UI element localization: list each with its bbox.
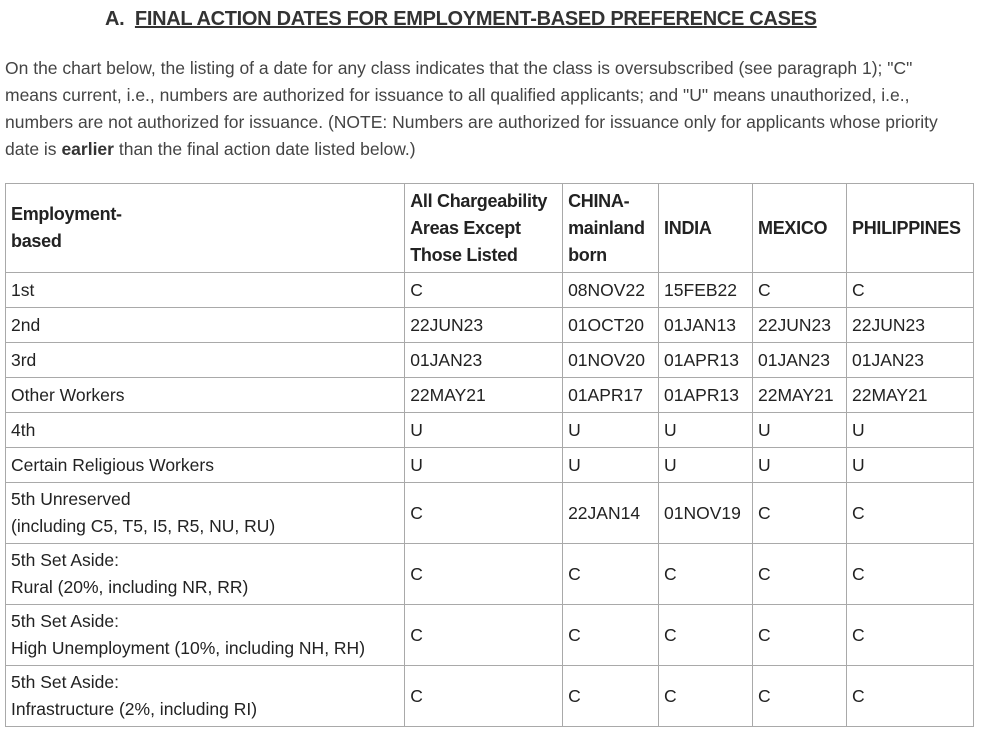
table-cell: C <box>659 605 753 666</box>
table-cell: C <box>405 605 563 666</box>
row-label <box>6 666 405 727</box>
table-cell: C <box>753 273 847 308</box>
table-cell: U <box>659 413 753 448</box>
table-cell: U <box>753 413 847 448</box>
row-label-line: High Unemployment (10%, including NH, RH) <box>11 638 366 658</box>
table-body <box>6 273 974 727</box>
table-cell: 01APR13 <box>659 378 753 413</box>
row-label <box>6 378 405 413</box>
table-cell: C <box>405 544 563 605</box>
section-heading-prefix: A. <box>105 8 125 30</box>
header-mexico <box>753 184 847 273</box>
table-cell: C <box>563 544 659 605</box>
table-cell: C <box>753 544 847 605</box>
table-cell: U <box>846 413 973 448</box>
table-cell: C <box>659 666 753 727</box>
table-cell: C <box>846 544 973 605</box>
header-india <box>659 184 753 273</box>
table-cell: U <box>846 448 973 483</box>
row-label <box>6 544 405 605</box>
table-cell: C <box>405 666 563 727</box>
table-cell: 22JAN14 <box>563 483 659 544</box>
table-cell: 01APR17 <box>563 378 659 413</box>
table-row <box>6 605 974 666</box>
table-cell: U <box>753 448 847 483</box>
table-row <box>6 666 974 727</box>
table-cell: 15FEB22 <box>659 273 753 308</box>
table-cell: 08NOV22 <box>563 273 659 308</box>
row-label <box>6 413 405 448</box>
row-label <box>6 483 405 544</box>
table-cell: 22JUN23 <box>846 308 973 343</box>
row-label <box>6 343 405 378</box>
header-line: Areas Except <box>410 217 521 238</box>
header-china <box>563 184 659 273</box>
row-label <box>6 448 405 483</box>
table-header-row <box>6 184 974 273</box>
row-label-line: 1st <box>11 279 35 300</box>
table-row <box>6 378 974 413</box>
table-cell: C <box>753 483 847 544</box>
header-line: mainland <box>568 217 645 238</box>
table-cell: 22MAY21 <box>846 378 973 413</box>
header-line: MEXICO <box>758 217 828 238</box>
table-cell: 01JAN23 <box>753 343 847 378</box>
row-label-line: Infrastructure (2%, including RI) <box>11 699 258 719</box>
row-label <box>6 308 405 343</box>
row-label-line: Certain Religious Workers <box>11 454 214 475</box>
table-cell: C <box>405 483 563 544</box>
table-cell: U <box>563 413 659 448</box>
row-label-line: 2nd <box>11 314 41 335</box>
table-row <box>6 343 974 378</box>
table-row <box>6 448 974 483</box>
header-line: INDIA <box>664 217 712 238</box>
intro-paragraph <box>5 55 965 163</box>
header-line: CHINA- <box>568 190 630 211</box>
row-label-line: Other Workers <box>11 384 125 405</box>
table-cell: C <box>563 605 659 666</box>
row-label-line: 5th Set Aside: <box>11 611 119 631</box>
table-cell: C <box>846 605 973 666</box>
table-cell: U <box>405 413 563 448</box>
section-heading-title: FINAL ACTION DATES FOR EMPLOYMENT-BASED PREFERENCE CASES <box>134 8 817 30</box>
header-all-chargeability <box>405 184 563 273</box>
table-cell: 01OCT20 <box>563 308 659 343</box>
row-label-line: (including C5, T5, I5, R5, NU, RU) <box>11 516 276 536</box>
section-heading <box>105 8 817 31</box>
table-row <box>6 544 974 605</box>
table-cell: U <box>659 448 753 483</box>
table-cell: 22MAY21 <box>753 378 847 413</box>
row-label <box>6 273 405 308</box>
row-label-line: 5th Unreserved <box>11 489 131 509</box>
table-row <box>6 483 974 544</box>
table-row <box>6 308 974 343</box>
intro-text: On the chart below, the listing of a date for any class indicates that the class is oversubscribed (see paragraph 1); "C" means current, i.e., numbers are authorized for issuance to all qualified applicants; and "U" means unauthorized, i.e., numbers are not authorized for issuance. (NOTE: Numbers are authorized for issuance only for applicants whose priority date is <box>5 58 938 159</box>
header-philippines <box>846 184 973 273</box>
table-cell: C <box>753 605 847 666</box>
final-action-dates-table <box>5 183 974 727</box>
table-cell: 01JAN13 <box>659 308 753 343</box>
table-cell: C <box>846 483 973 544</box>
row-label <box>6 605 405 666</box>
table-cell: 22JUN23 <box>753 308 847 343</box>
table-cell: C <box>563 666 659 727</box>
header-line: PHILIPPINES <box>851 217 961 238</box>
table-cell: 22MAY21 <box>405 378 563 413</box>
table-cell: 01JAN23 <box>405 343 563 378</box>
table-cell: U <box>405 448 563 483</box>
row-label-line: 4th <box>11 419 36 440</box>
header-line: born <box>568 244 607 265</box>
table-cell: C <box>405 273 563 308</box>
table-cell: C <box>753 666 847 727</box>
table-cell: 22JUN23 <box>405 308 563 343</box>
row-label-line: Rural (20%, including NR, RR) <box>11 577 249 597</box>
table-cell: 01NOV20 <box>563 343 659 378</box>
table-cell: C <box>846 666 973 727</box>
table-cell: 01NOV19 <box>659 483 753 544</box>
intro-emphasis: earlier <box>61 139 114 159</box>
header-line: Employment- <box>11 204 122 224</box>
table-row <box>6 413 974 448</box>
header-employment-based <box>6 184 405 273</box>
table-row <box>6 273 974 308</box>
header-line: based <box>11 231 62 251</box>
table-cell: 01APR13 <box>659 343 753 378</box>
intro-text-end: than the final action date listed below.) <box>113 139 416 159</box>
header-line: All Chargeability <box>410 190 548 211</box>
table-cell: C <box>659 544 753 605</box>
row-label-line: 3rd <box>11 349 37 370</box>
table-cell: 01JAN23 <box>846 343 973 378</box>
table-cell: C <box>846 273 973 308</box>
row-label-line: 5th Set Aside: <box>11 672 119 692</box>
table-cell: U <box>563 448 659 483</box>
row-label-line: 5th Set Aside: <box>11 550 119 570</box>
header-line: Those Listed <box>410 244 518 265</box>
